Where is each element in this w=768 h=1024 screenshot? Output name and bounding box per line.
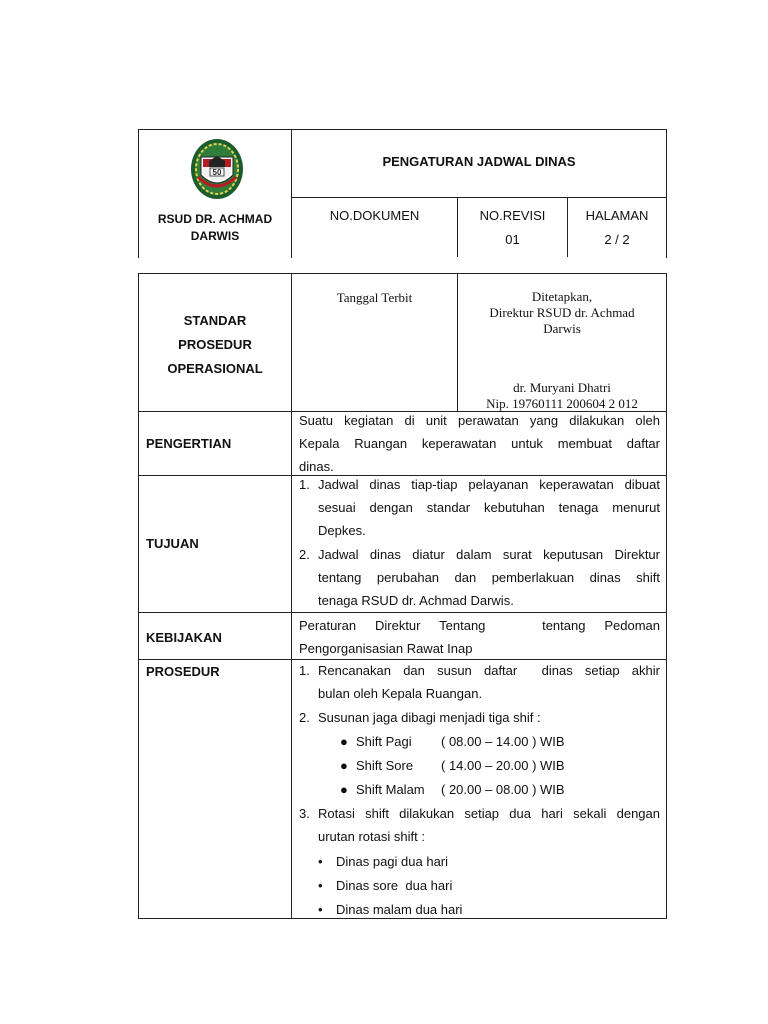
shift-time: ( 20.00 – 08.00 ) WIB	[441, 782, 565, 797]
tujuan-item-1-line: sesuai dengan standar kebutuhan tenaga menurut	[318, 500, 660, 515]
rotation-item	[318, 898, 636, 922]
sop-title-line2: PROSEDUR	[178, 337, 252, 352]
prosedur-step-3-line: urutan rotasi shift :	[318, 829, 425, 844]
tujuan-item-1	[299, 473, 660, 542]
prosedur-step-2-num: 2.	[299, 710, 310, 725]
prosedur-step-3	[299, 802, 660, 848]
prosedur-step-1-num: 1.	[299, 663, 310, 678]
issue-date-label: Tanggal Terbit	[336, 290, 413, 305]
approved-label: Ditetapkan,	[531, 289, 593, 304]
bullet-icon: •	[318, 902, 323, 917]
signatory-nip: Nip. 19760111 200604 2 012	[486, 396, 638, 411]
prosedur-step-3-line: Rotasi shift dilakukan setiap dua hari sekali dengan	[318, 806, 660, 821]
prosedur-step-3-num: 3.	[299, 806, 310, 821]
hospital-name	[139, 211, 291, 245]
bullet-icon: ●	[340, 734, 348, 749]
kebijakan-line: Peraturan Direktur Tentang tentang Pedoman	[299, 618, 660, 633]
kebijakan-text	[299, 614, 660, 660]
approved-by-line1: Direktur RSUD dr. Achmad	[489, 305, 635, 320]
page-label: HALAMAN	[585, 208, 649, 223]
kebijakan-line: Pengorganisasian Rawat Inap	[299, 641, 473, 656]
prosedur-step-1-line: Rencanakan dan susun daftar dinas setiap akhir	[318, 663, 660, 678]
prosedur-label: PROSEDUR	[146, 664, 220, 679]
rotation-text: Dinas sore dua hari	[336, 878, 453, 893]
tujuan-item-2	[299, 543, 660, 612]
document-title: PENGATURAN JADWAL DINAS	[382, 154, 576, 169]
shift-name: Shift Sore	[356, 758, 414, 773]
pengertian-line: dinas.	[299, 459, 334, 474]
tujuan-item-2-line: tentang perubahan dan pemberlakuan dinas shift	[318, 570, 660, 585]
hospital-name-line1: RSUD DR. ACHMAD	[157, 212, 273, 226]
prosedur-step-2	[299, 706, 660, 729]
page-value: 2 / 2	[604, 232, 630, 247]
tujuan-item-1-num: 1.	[299, 477, 310, 492]
bullet-icon: ●	[340, 782, 348, 797]
tujuan-label: TUJUAN	[146, 536, 199, 551]
pengertian-text	[299, 409, 660, 478]
sop-title	[139, 309, 291, 381]
rotation-text: Dinas pagi dua hari	[336, 854, 449, 869]
kebijakan-label: KEBIJAKAN	[146, 630, 222, 645]
revision-label: NO.REVISI	[479, 208, 546, 223]
shift-item	[340, 730, 656, 754]
rotation-item	[318, 850, 636, 874]
shift-item	[340, 778, 656, 802]
pengertian-line: Suatu kegiatan di unit perawatan yang dilakukan oleh	[299, 413, 660, 428]
shift-time: ( 08.00 – 14.00 ) WIB	[441, 734, 565, 749]
rotation-item	[318, 874, 636, 898]
hospital-logo	[188, 137, 246, 201]
signatory-name: dr. Muryani Dhatri	[513, 380, 611, 395]
tujuan-item-2-line: Jadwal dinas diatur dalam surat keputusan Direktur	[318, 547, 660, 562]
pengertian-line: Kepala Ruangan keperawatan untuk membuat daftar	[299, 436, 660, 451]
pengertian-label: PENGERTIAN	[146, 436, 232, 451]
shift-time: ( 14.00 – 20.00 ) WIB	[441, 758, 565, 773]
approval-block	[458, 289, 666, 337]
shift-name: Shift Pagi	[356, 734, 412, 749]
tujuan-item-1-line: Jadwal dinas tiap-tiap pelayanan keperawatan dibuat	[318, 477, 660, 492]
bullet-icon: •	[318, 854, 323, 869]
sop-title-line1: STANDAR	[183, 313, 247, 328]
approved-by-line2: Darwis	[543, 321, 581, 336]
bullet-icon: ●	[340, 758, 348, 773]
signatory-block	[458, 380, 666, 412]
rotation-text: Dinas malam dua hari	[336, 902, 463, 917]
prosedur-step-2-text: Susunan jaga dibagi menjadi tiga shif :	[318, 710, 541, 725]
revision-value: 01	[505, 232, 520, 247]
sop-title-line3: OPERASIONAL	[167, 361, 263, 376]
hospital-name-line2: DARWIS	[190, 229, 240, 243]
prosedur-step-1-line: bulan oleh Kepala Ruangan.	[318, 686, 483, 701]
doc-no-label: NO.DOKUMEN	[329, 208, 420, 223]
shift-item	[340, 754, 656, 778]
bullet-icon: •	[318, 878, 323, 893]
prosedur-step-1	[299, 659, 660, 705]
tujuan-item-2-num: 2.	[299, 547, 310, 562]
tujuan-item-2-line: tenaga RSUD dr. Achmad Darwis.	[318, 593, 514, 608]
shift-name: Shift Malam	[356, 782, 425, 797]
logo-number: 50	[212, 168, 222, 177]
tujuan-item-1-line: Depkes.	[318, 523, 366, 538]
